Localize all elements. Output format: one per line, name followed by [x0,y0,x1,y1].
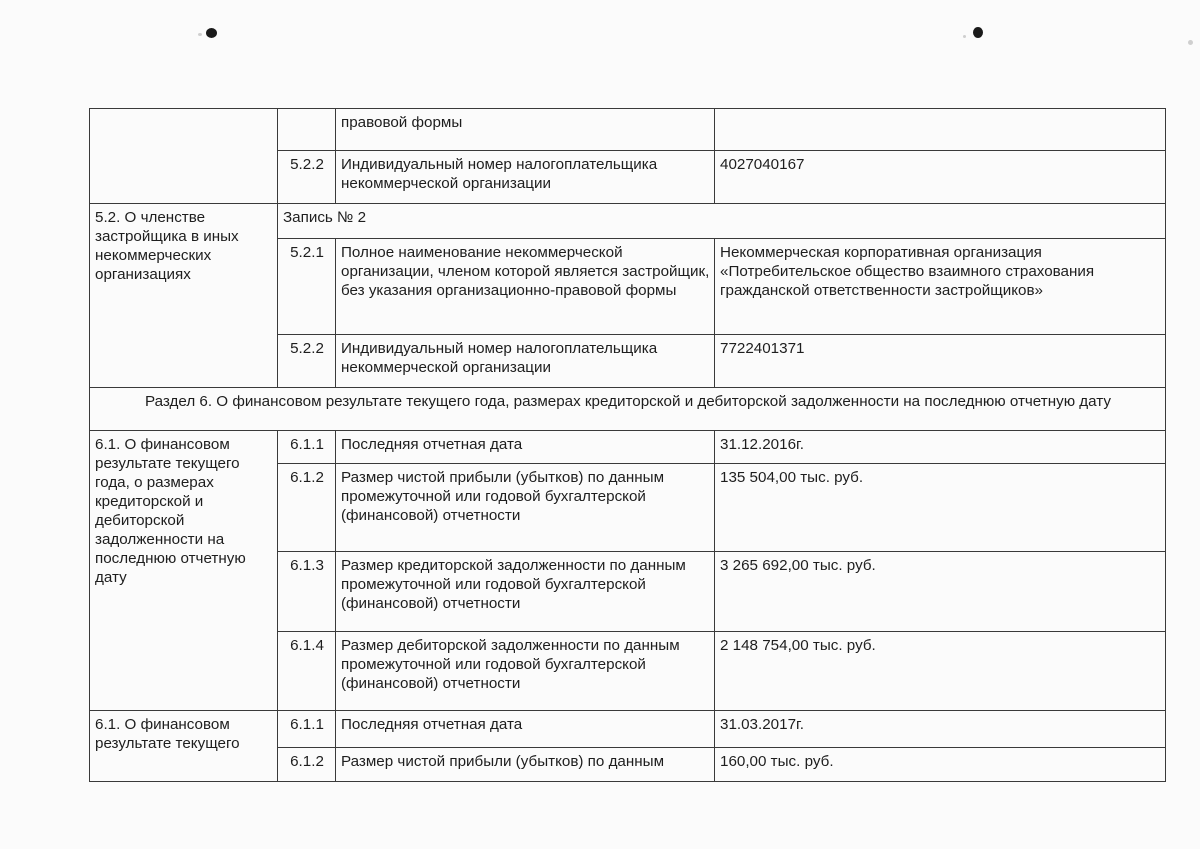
row-code: 6.1.2 [278,464,336,552]
section-title: Раздел 6. О финансовом результате текущего года, размерах кредиторской и дебиторской задолженности на последнюю отчетную дату [90,388,1166,431]
row-code: 6.1.3 [278,552,336,632]
row-value: 3 265 692,00 тыс. руб. [715,552,1166,632]
row-value: Некоммерческая корпоративная организация «Потребительское общество взаимного страхования гражданской ответственности застройщиков» [715,239,1166,335]
row-code: 6.1.1 [278,431,336,464]
row-label: Индивидуальный номер налогоплательщика некоммерческой организации [336,335,715,388]
developer-info-table [89,108,1166,782]
row-value: 2 148 754,00 тыс. руб. [715,632,1166,711]
category-cell: 5.2. О членстве застройщика в иных некоммерческих организациях [90,204,278,388]
table-row [90,388,1166,431]
scan-grain [963,35,966,38]
table-row [90,431,1166,464]
scan-grain [198,33,202,36]
row-code: 6.1.4 [278,632,336,711]
row-label: Полное наименование некоммерческой организации, членом которой является застройщик, без указания организационно-правовой формы [336,239,715,335]
code-cell-empty [278,109,336,151]
category-cell-empty [90,109,278,204]
row-value: 31.03.2017г. [715,711,1166,748]
row-value: 4027040167 [715,151,1166,204]
row-label: Размер кредиторской задолженности по данным промежуточной или годовой бухгалтерской (финансовой) отчетности [336,552,715,632]
row-label: Размер чистой прибыли (убытков) по данным промежуточной или годовой бухгалтерской (финансовой) отчетности [336,464,715,552]
table-row [90,204,1166,239]
scan-grain [1188,40,1193,45]
row-code: 5.2.2 [278,151,336,204]
table-row [90,711,1166,748]
category-cell: 6.1. О финансовом результате текущего года, о размерах кредиторской и дебиторской задолженности на последнюю отчетную дату [90,431,278,711]
table-row [90,109,1166,151]
row-label: Последняя отчетная дата [336,431,715,464]
row-value [715,109,1166,151]
row-value: 7722401371 [715,335,1166,388]
row-value: 31.12.2016г. [715,431,1166,464]
row-label: Последняя отчетная дата [336,711,715,748]
scan-speck-left [206,28,217,38]
row-label: Размер дебиторской задолженности по данным промежуточной или годовой бухгалтерской (финансовой) отчетности [336,632,715,711]
row-code: 6.1.1 [278,711,336,748]
row-code: 5.2.2 [278,335,336,388]
row-value: 160,00 тыс. руб. [715,748,1166,782]
row-label: правовой формы [336,109,715,151]
record-title: Запись № 2 [278,204,1166,239]
row-value: 135 504,00 тыс. руб. [715,464,1166,552]
row-code: 5.2.1 [278,239,336,335]
scan-speck-right [973,27,983,38]
row-label: Размер чистой прибыли (убытков) по данным [336,748,715,782]
row-label: Индивидуальный номер налогоплательщика некоммерческой организации [336,151,715,204]
row-code: 6.1.2 [278,748,336,782]
category-cell: 6.1. О финансовом результате текущего [90,711,278,782]
